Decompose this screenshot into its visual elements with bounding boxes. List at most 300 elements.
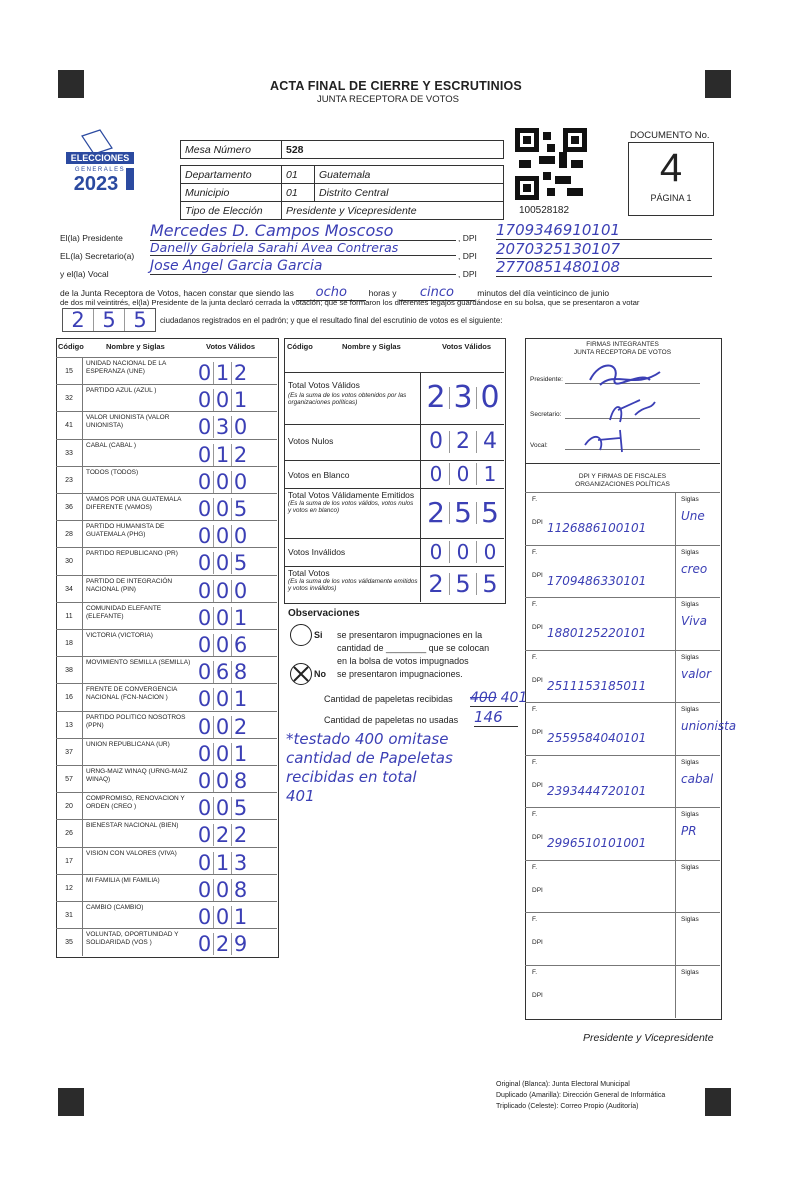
fiscal-dpi[interactable]: 1126886100101 <box>547 521 647 535</box>
table-row <box>56 711 277 739</box>
table-row <box>56 411 277 439</box>
vote-digit: 0 <box>231 525 249 547</box>
vote-digit: 0 <box>231 416 249 438</box>
document-subtitle: JUNTA RECEPTORA DE VOTOS <box>317 94 460 105</box>
table-row <box>56 466 277 494</box>
qr-code-icon <box>515 128 587 200</box>
vote-digit: 2 <box>231 824 249 846</box>
fiscal-siglas-label: Siglas <box>681 916 699 923</box>
party-name: TODOS (TODOS) <box>86 468 139 476</box>
handwritten-note <box>286 730 453 806</box>
junta-title: JUNTA RECEPTORA DE VOTOS <box>573 349 672 356</box>
vote-digit: 0 <box>197 905 212 929</box>
table-row <box>56 901 277 929</box>
digit: 2 <box>449 431 476 453</box>
fiscal-dpi[interactable]: 2393444720101 <box>547 783 647 798</box>
fiscal-siglas-label: Siglas <box>681 811 699 818</box>
total-validos-cell <box>288 380 418 406</box>
digit: 5 <box>476 573 503 595</box>
vote-digit: 1 <box>231 743 249 765</box>
party-code: 26 <box>56 820 83 847</box>
vote-digit: 0 <box>197 633 212 657</box>
party-code: 23 <box>56 467 83 494</box>
fiscal-dpi[interactable]: 2511153185011 <box>547 678 647 693</box>
party-name: CABAL (CABAL ) <box>86 441 137 449</box>
note-line: *testado 400 omitase <box>286 730 449 748</box>
party-code: 11 <box>56 603 83 630</box>
fiscal-siglas-label: Siglas <box>681 758 699 766</box>
fiscal-siglas[interactable]: Une <box>681 509 705 523</box>
table-row <box>56 493 277 521</box>
party-code: 20 <box>56 793 83 820</box>
vote-digit: 1 <box>231 906 249 928</box>
vocal-sig-label: Vocal: <box>530 442 548 449</box>
fiscal-signature-label: F. <box>532 968 538 976</box>
digit: 0 <box>476 387 503 409</box>
invalidos-label: Votos Inválidos <box>288 547 346 557</box>
vote-digit: 2 <box>231 716 249 738</box>
party-votes[interactable] <box>196 552 249 575</box>
secretario-name: Danelly Gabriela Sarahi Avea Contreras <box>150 240 456 256</box>
table-row <box>56 520 277 548</box>
vote-digit: 0 <box>213 743 231 765</box>
vote-digit: 1 <box>231 389 249 411</box>
party-name: VISION CON VALORES (VIVA) <box>86 849 177 857</box>
digit: 4 <box>476 431 503 453</box>
vote-digit: 5 <box>231 797 249 819</box>
party-name: PARTIDO POLITICO NOSOTROS (PPN) <box>86 713 186 729</box>
fiscal-signature-label: F. <box>532 601 538 608</box>
no-checkbox[interactable] <box>290 663 312 685</box>
statement-line-2: de dos mil veintitrés, el(la) Presidente de la junta declaró cerrada la votación; que se formaron los diferentes legajos guardándose en su bolsa, que se presentaron a votar <box>60 298 640 307</box>
party-name: CAMBIO (CAMBIO) <box>86 904 144 911</box>
vote-digit: 0 <box>213 716 231 738</box>
digit: 1 <box>476 463 503 485</box>
totals-header-votes: Votos Válidos <box>442 342 492 351</box>
fiscal-signature-label: F. <box>532 706 538 713</box>
fiscal-row <box>525 650 720 704</box>
departamento-name: Guatemala <box>315 166 504 184</box>
parties-header-votes: Votos Válidos <box>206 342 256 351</box>
party-name: UNION REPUBLICANA (UR) <box>86 740 170 748</box>
voters-digit: 5 <box>124 309 155 331</box>
no-usadas-value[interactable]: 146 <box>474 708 518 727</box>
note-line: 401 <box>286 787 315 805</box>
mesa-label: Mesa Número <box>181 141 282 159</box>
fiscal-dpi[interactable]: 2996510101001 <box>547 836 647 850</box>
fiscal-dpi[interactable]: 1709486330101 <box>547 573 647 588</box>
note-line: recibidas en total <box>286 768 417 786</box>
fiscal-row <box>525 492 720 546</box>
party-votes[interactable] <box>196 362 249 385</box>
table-row <box>56 439 277 467</box>
vote-digit: 0 <box>197 769 212 793</box>
party-votes[interactable] <box>196 879 249 902</box>
mesa-value: 528 <box>282 141 504 159</box>
secretario-dpi: 2070325130107 <box>496 240 712 259</box>
party-code: 13 <box>56 712 83 739</box>
party-code: 38 <box>56 657 83 684</box>
fiscal-dpi[interactable]: 2559584040101 <box>547 731 647 745</box>
fiscal-siglas[interactable]: cabal <box>681 771 714 786</box>
digit: 0 <box>429 462 443 486</box>
fiscal-siglas-label: Siglas <box>681 706 699 713</box>
fiscal-dpi-label: DPI <box>532 939 543 946</box>
party-name: VICTORIA (VICTORIA) <box>86 632 153 639</box>
vote-digit: 0 <box>213 552 231 574</box>
x-mark-icon <box>291 664 311 684</box>
table-row <box>56 357 277 385</box>
fiscal-signature-label: F. <box>532 548 538 556</box>
statement-text: minutos del día veinticinco de junio <box>477 288 610 298</box>
fiscal-siglas[interactable]: valor <box>681 666 712 681</box>
vote-digit: 0 <box>197 877 212 902</box>
total-validos-label: Total Votos Válidos <box>288 380 360 390</box>
footer-duplicado: Duplicado (Amarilla): Dirección General de Informática <box>496 1092 666 1099</box>
party-name: PARTIDO HUMANISTA DE GUATEMALA (PHG) <box>86 523 165 539</box>
digit: 2 <box>427 496 445 529</box>
party-name: FRENTE DE CONVERGENCIA NACIONAL (FCN-NACION ) <box>86 686 178 702</box>
vote-digit: 2 <box>231 362 249 384</box>
vote-digit: 0 <box>197 741 212 766</box>
digit: 5 <box>449 502 476 524</box>
fiscal-row <box>525 755 720 809</box>
page-label: PÁGINA 1 <box>650 193 692 203</box>
corner-marker <box>58 70 84 98</box>
digit: 0 <box>429 429 443 454</box>
blanco-digits <box>420 460 505 488</box>
voters-count-box <box>62 308 156 332</box>
recibidas-label: Cantidad de papeletas recibidas <box>324 694 453 704</box>
total-digits <box>420 566 505 602</box>
party-code: 35 <box>56 929 83 956</box>
fiscal-siglas-label: Siglas <box>681 496 699 503</box>
party-name: VALOR UNIONISTA (VALOR UNIONISTA) <box>86 414 170 430</box>
party-votes[interactable] <box>196 770 249 793</box>
party-code: 18 <box>56 630 83 657</box>
vote-digit: 2 <box>231 444 249 466</box>
doc-label: DOCUMENTO No. <box>630 130 710 141</box>
dpi-label: , DPI <box>458 269 477 279</box>
table-row <box>56 602 277 630</box>
si-text-3: en la bolsa de votos impugnados <box>337 656 469 666</box>
fiscal-row <box>525 545 720 599</box>
digit: 0 <box>476 541 503 563</box>
table-row <box>56 683 277 711</box>
party-code: 32 <box>56 385 83 412</box>
vote-digit: 1 <box>213 852 231 874</box>
total-validos-note: (Es la suma de los votos obtenidos por las organizaciones políticas) <box>288 392 407 406</box>
fiscal-signature-label: F. <box>532 863 538 871</box>
doc-number: 4 <box>659 146 683 190</box>
table-row <box>56 792 277 820</box>
party-name: MI FAMILIA (MI FAMILIA) <box>86 876 160 884</box>
fiscal-dpi-label: DPI <box>532 781 543 789</box>
vocal-label: y el(la) Vocal <box>60 269 109 279</box>
fiscal-dpi-label: DPI <box>532 571 543 579</box>
si-checkbox[interactable] <box>290 624 312 646</box>
fiscal-dpi-label: DPI <box>532 676 543 684</box>
note-line: cantidad de Papeletas <box>286 749 453 767</box>
statement-text: horas y <box>368 288 397 298</box>
vote-digit: 0 <box>197 524 212 549</box>
fiscal-siglas[interactable]: unionista <box>681 719 737 733</box>
party-name: UNIDAD NACIONAL DE LA ESPERANZA (UNE) <box>86 360 166 375</box>
svg-text:2023: 2023 <box>73 173 119 195</box>
vote-digit: 0 <box>197 796 212 821</box>
nulos-digits <box>420 424 505 460</box>
footer-triplicado: Triplicado (Celeste): Correo Propio (Auditoría) <box>496 1103 639 1110</box>
vote-digit: 5 <box>231 552 249 574</box>
tipo-value: Presidente y Vicepresidente <box>282 202 504 220</box>
total-label: Total Votos <box>288 568 330 578</box>
party-code: 31 <box>56 902 83 929</box>
vote-digit: 0 <box>213 797 231 819</box>
fiscal-row <box>525 597 720 651</box>
party-votes[interactable] <box>196 525 249 548</box>
party-votes[interactable] <box>196 471 249 494</box>
table-row <box>56 765 277 793</box>
total-note: (Es la suma de los votos válidamente emitidos y votos inválidos) <box>288 578 418 592</box>
si-text-2: cantidad de ________ que se colocan <box>337 643 490 653</box>
party-name: PARTIDO DE INTEGRACIÓN NACIONAL (PIN) <box>86 577 173 593</box>
fiscal-row <box>525 965 720 1019</box>
document-number-box <box>628 142 714 216</box>
fiscal-siglas[interactable]: Viva <box>681 614 707 628</box>
party-code: 30 <box>56 548 83 575</box>
party-code: 16 <box>56 684 83 711</box>
vote-digit: 0 <box>197 415 212 440</box>
vote-digit: 0 <box>213 471 231 493</box>
vote-digit: 1 <box>213 362 231 384</box>
digit: 0 <box>429 540 443 564</box>
vote-digit: 0 <box>231 471 249 493</box>
party-name: VOLUNTAD, OPORTUNIDAD Y SOLIDARIDAD (VOS ) <box>86 931 179 947</box>
minutes-written: cinco <box>399 285 475 301</box>
party-code: 34 <box>56 576 83 603</box>
party-votes[interactable] <box>196 933 249 956</box>
junta-signatures-icon <box>580 350 680 460</box>
secretario-sig-label: Secretario: <box>530 411 562 418</box>
qr-number: 100528182 <box>519 205 570 216</box>
digit: 5 <box>449 573 476 595</box>
fiscal-dpi-label: DPI <box>532 886 543 894</box>
firmas-title: FIRMAS INTEGRANTES <box>586 341 659 348</box>
vote-digit: 0 <box>213 906 231 928</box>
statement-text: de la Junta Receptora de Votos, hacen constar que siendo las <box>60 288 294 298</box>
svg-text:ELECCIONES: ELECCIONES <box>70 153 130 163</box>
vocal-dpi: 2770851480108 <box>496 258 712 277</box>
nulos-label: Votos Nulos <box>288 436 334 446</box>
party-votes[interactable] <box>196 743 249 766</box>
emitidos-label: Total Votos Válidamente Emitidos <box>288 490 415 500</box>
parties-header-name: Nombre y Siglas <box>106 342 165 351</box>
party-code: 36 <box>56 494 83 521</box>
party-name: BIENESTAR NACIONAL (BIEN) <box>86 822 179 830</box>
fiscal-row <box>525 860 720 914</box>
vote-digit: 3 <box>213 416 231 438</box>
fiscal-siglas[interactable]: creo <box>681 561 708 576</box>
fiscal-siglas-label: Siglas <box>681 548 699 556</box>
vote-digit: 0 <box>197 388 212 413</box>
vote-digit: 0 <box>197 660 212 685</box>
fiscal-siglas[interactable]: PR <box>681 824 697 838</box>
presidente-name: Mercedes D. Campos Moscoso <box>150 221 456 241</box>
fiscal-signature-label: F. <box>532 811 538 818</box>
vote-digit: 0 <box>197 687 212 712</box>
vote-digit: 0 <box>231 580 249 602</box>
party-name: PARTIDO AZUL (AZUL ) <box>86 387 157 395</box>
si-label: Si <box>314 630 323 640</box>
dpi-label: , DPI <box>458 233 477 243</box>
emitidos-digits <box>420 488 505 538</box>
vote-digit: 3 <box>231 852 249 874</box>
vote-digit: 0 <box>197 605 212 630</box>
party-code: 37 <box>56 739 83 766</box>
vote-digit: 5 <box>231 498 249 520</box>
recibidas-value: 401 <box>500 690 528 706</box>
elecciones-logo <box>60 128 140 204</box>
vote-digit: 9 <box>231 933 249 955</box>
fiscal-dpi[interactable]: 1880125220101 <box>547 626 647 640</box>
election-info-table <box>180 140 504 220</box>
totals-header-name: Nombre y Siglas <box>342 342 401 351</box>
vote-digit: 0 <box>213 607 231 629</box>
party-code: 28 <box>56 521 83 548</box>
vote-digit: 6 <box>213 661 231 683</box>
fiscal-siglas-label: Siglas <box>681 863 699 871</box>
observaciones-title: Observaciones <box>288 608 360 619</box>
emitidos-note: (Es la suma de los votos válidos, votos nulos y votos en blanco) <box>288 500 414 514</box>
vocal-name: Jose Angel Garcia Garcia <box>150 258 456 275</box>
vote-digit: 2 <box>213 933 231 955</box>
svg-text:GENERALES: GENERALES <box>74 167 126 173</box>
fiscal-dpi-label: DPI <box>532 991 543 999</box>
party-votes[interactable] <box>196 607 249 630</box>
digit: 5 <box>476 502 503 524</box>
fiscal-dpi-label: DPI <box>532 834 543 841</box>
party-votes[interactable] <box>196 498 249 521</box>
vote-digit: 8 <box>231 879 249 901</box>
vote-digit: 0 <box>213 498 231 520</box>
total-validos-digits <box>420 372 505 424</box>
digit: 2 <box>428 570 444 598</box>
presidente-label: El(la) Presidente <box>60 233 123 243</box>
fiscales-title: DPI Y FIRMAS DE FISCALES <box>578 473 667 480</box>
party-votes[interactable] <box>196 634 249 657</box>
corner-marker <box>58 1088 84 1116</box>
party-name: COMUNIDAD ELEFANTE (ELEFANTE) <box>86 604 162 620</box>
recibidas-field[interactable] <box>470 689 528 707</box>
table-row <box>56 656 277 684</box>
party-votes[interactable] <box>196 416 249 439</box>
no-usadas-label: Cantidad de papeletas no usadas <box>324 715 459 725</box>
party-code: 17 <box>56 848 83 875</box>
party-name: PARTIDO REPUBLICANO (PR) <box>86 550 178 558</box>
table-row <box>56 629 277 657</box>
vote-digit: 0 <box>213 879 231 901</box>
vote-digit: 8 <box>231 770 249 792</box>
vote-digit: 0 <box>197 361 212 385</box>
party-code: 33 <box>56 440 83 467</box>
fiscal-dpi-label: DPI <box>532 729 543 736</box>
statement-line-3: ciudadanos registrados en el padrón; y que el resultado final del escrutinio de votos es el siguiente: <box>160 316 503 325</box>
fiscal-dpi-label: DPI <box>532 624 543 631</box>
fiscales-subtitle: ORGANIZACIONES POLÍTICAS <box>575 481 670 488</box>
blanco-label: Votos en Blanco <box>288 470 350 480</box>
fiscal-siglas-label: Siglas <box>681 968 699 976</box>
party-name: COMPROMISO, RENOVACION Y ORDEN (CREO ) <box>86 795 185 811</box>
vote-digit: 0 <box>213 688 231 710</box>
departamento-code: 01 <box>282 166 315 184</box>
fiscal-signature-label: F. <box>532 496 538 503</box>
vote-digit: 0 <box>197 714 212 739</box>
party-votes[interactable] <box>196 688 249 711</box>
digit: 2 <box>426 380 446 415</box>
party-votes[interactable] <box>196 389 249 412</box>
party-code: 15 <box>56 358 83 385</box>
fiscal-siglas-label: Siglas <box>681 653 699 661</box>
corner-marker <box>705 1088 731 1116</box>
vote-digit: 0 <box>197 823 212 848</box>
document-title: ACTA FINAL DE CIERRE Y ESCRUTINIOS <box>270 79 522 93</box>
vote-digit: 0 <box>213 580 231 602</box>
party-code: 57 <box>56 766 83 793</box>
fiscal-signature-label: F. <box>532 653 538 661</box>
table-row <box>56 738 277 766</box>
fiscal-row <box>525 807 720 861</box>
party-votes[interactable] <box>196 444 249 467</box>
party-votes[interactable] <box>196 580 249 603</box>
municipio-name: Distrito Central <box>315 184 504 202</box>
fiscal-row <box>525 912 720 966</box>
parties-header-code: Código <box>58 342 84 351</box>
party-votes[interactable] <box>196 797 249 820</box>
no-text: se presentaron impugnaciones. <box>337 669 463 679</box>
no-label: No <box>314 669 326 679</box>
table-row <box>56 928 277 956</box>
si-text: se presentaron impugnaciones en la <box>337 630 483 640</box>
vote-digit: 8 <box>231 661 249 683</box>
party-votes[interactable] <box>196 661 249 684</box>
fiscal-row <box>525 702 737 756</box>
corner-marker <box>705 70 731 98</box>
municipio-code: 01 <box>282 184 315 202</box>
table-row <box>56 575 277 603</box>
vote-digit: 0 <box>197 578 212 603</box>
invalidos-digits <box>420 538 505 566</box>
party-code: 12 <box>56 875 83 902</box>
vote-digit: 0 <box>197 497 212 521</box>
totals-header-code: Código <box>287 342 313 351</box>
party-votes[interactable] <box>196 716 249 739</box>
party-votes[interactable] <box>196 824 249 847</box>
vote-digit: 6 <box>231 634 249 656</box>
dpi-label: , DPI <box>458 251 477 261</box>
vote-digit: 0 <box>213 770 231 792</box>
party-votes[interactable] <box>196 906 249 929</box>
fiscal-signature-label: F. <box>532 916 538 923</box>
party-code: 41 <box>56 412 83 439</box>
presidente-sig-label: Presidente: <box>530 376 563 383</box>
table-row <box>56 547 277 575</box>
vote-digit: 2 <box>213 824 231 846</box>
vote-digit: 0 <box>197 442 212 467</box>
voters-digit: 5 <box>93 309 124 331</box>
vote-digit: 0 <box>213 634 231 656</box>
vote-digit: 0 <box>197 932 212 957</box>
party-votes[interactable] <box>196 852 249 875</box>
